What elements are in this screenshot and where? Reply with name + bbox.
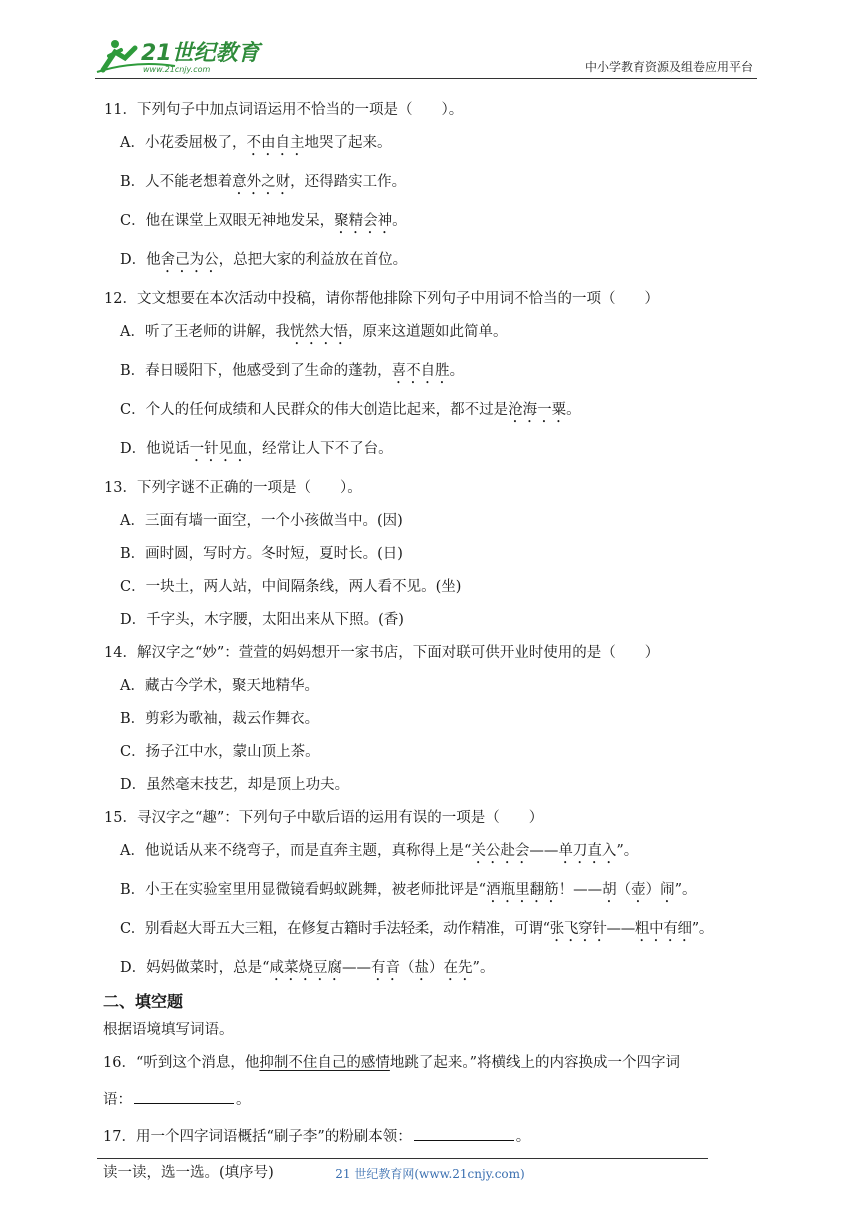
question-15-option-d: D．妈妈做菜时，总是“咸菜烧豆腐——有音（盐）在先”。 (120, 960, 495, 976)
question-16-line1: 16．“听到这个消息，他抑制不住自己的感情地跳了起来。”将横线上的内容换成一个四字词 (103, 1055, 681, 1071)
question-14-option-c: C．扬子江中水，蒙山顶上茶。 (120, 744, 320, 760)
document-body (104, 100, 764, 1196)
site-logo (95, 30, 265, 76)
question-13-title: 13．下列字谜不正确的一项是（ ）。 (104, 480, 362, 496)
question-13-option-b: B．画时圆，写时方。冬时短，夏时长。(日) (120, 546, 403, 562)
question-11-option-c: C．他在课堂上双眼无神地发呆，聚精会神。 (120, 213, 407, 229)
question-11-option-b: B．人不能老想着意外之财，还得踏实工作。 (120, 174, 407, 190)
question-12-title: 12．文文想要在本次活动中投稿，请你帮他排除下列句子中用词不恰当的一项（ ） (104, 291, 659, 307)
question-11-option-d: D．他舍己为公，总把大家的利益放在首位。 (120, 252, 408, 268)
question-13-option-a: A．三面有墙一面空，一个小孩做当中。(因) (120, 513, 403, 529)
section-instruction: 根据语境填写词语。 (103, 1022, 234, 1038)
question-15-title: 15．寻汉字之“趣”：下列句子中歇后语的运用有误的一项是（ ） (104, 810, 544, 826)
question-12-option-d: D．他说话一针见血，经常让人下不了台。 (120, 441, 393, 457)
question-17-answer-blank[interactable] (414, 1126, 514, 1141)
page-header (95, 30, 757, 79)
question-12-option-c: C．个人的任何成绩和人民群众的伟大创造比起来，都不过是沧海一粟。 (120, 402, 581, 418)
footer-text: 21 世纪教育网(www.21cnjy.com) (335, 1167, 525, 1181)
question-15-option-b: B．小王在实验室里用显微镜看蚂蚁跳舞，被老师批评是“酒瓶里翻筋！——胡（壶）闹”。 (120, 882, 697, 898)
question-16-answer-blank[interactable] (134, 1089, 234, 1104)
read-select-instruction: 读一读，选一选。(填序号) (103, 1165, 274, 1181)
question-14-option-d: D．虽然毫末技艺，却是顶上功夫。 (120, 777, 350, 793)
question-14-option-b: B．剪彩为歌袖，裁云作舞衣。 (120, 711, 320, 727)
question-12-option-a: A．听了王老师的讲解，我恍然大悟，原来这道题如此简单。 (120, 324, 508, 340)
platform-name: 中小学教育资源及组卷应用平台 (584, 60, 753, 74)
svg-text:21世纪教育: 21世纪教育 (141, 41, 260, 66)
question-14-option-a: A．藏古今学术，聚天地精华。 (120, 678, 319, 694)
question-15-option-c: C．别看赵大哥五大三粗，在修复古籍时手法轻柔，动作精准，可谓“张飞穿针——粗中有细”。 (120, 921, 714, 937)
question-13-option-c: C．一块土，两人站，中间隔条线，两人看不见。(坐) (120, 579, 462, 595)
svg-text:www.21cnjy.com: www.21cnjy.com (143, 65, 211, 74)
section-heading-fill-in: 二、填空题 (103, 992, 184, 1011)
question-11-option-a: A．小花委屈极了，不由自主地哭了起来。 (120, 135, 392, 151)
question-13-option-d: D．千字头，木字腰，太阳出来从下照。(香) (120, 612, 404, 628)
question-12-option-b: B．春日暖阳下，他感受到了生命的蓬勃，喜不自胜。 (120, 363, 465, 379)
question-16-line2: 语： 。 (103, 1089, 764, 1110)
question-17: 17．用一个四字词语概括“刷子李”的粉刷本领： 。 (103, 1126, 764, 1147)
question-11-title: 11．下列句子中加点词语运用不恰当的一项是（ ）。 (104, 102, 464, 118)
question-15-option-a: A．他说话从来不绕弯子，而是直奔主题，真称得上是“关公赴会——单刀直入”。 (120, 843, 639, 859)
footer-divider (97, 1158, 708, 1159)
question-14-title: 14．解汉字之“妙”：萱萱的妈妈想开一家书店，下面对联可供开业时使用的是（ ） (104, 645, 660, 661)
